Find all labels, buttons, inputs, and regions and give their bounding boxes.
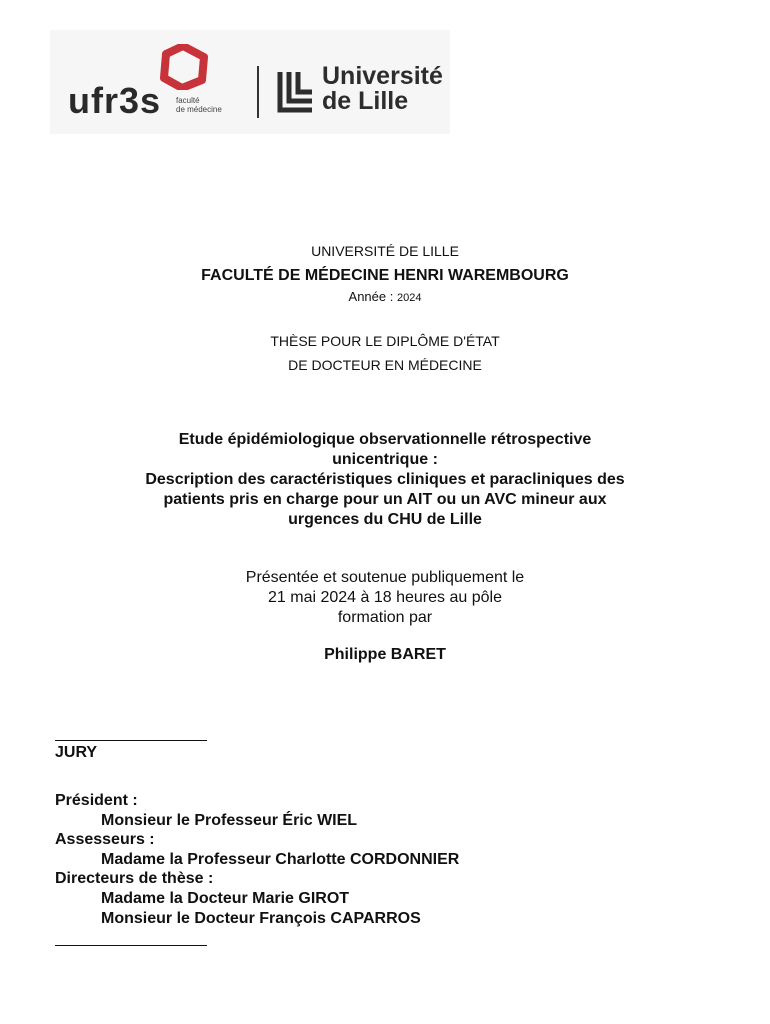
ufr3s-wordmark: ufr3s: [68, 80, 162, 121]
thesis-title-line: urgences du CHU de Lille: [288, 511, 482, 528]
universite-lille-mark-icon: [276, 70, 316, 114]
thesis-title-line: patients pris en charge pour un AIT ou un AVC mineur aux: [163, 491, 607, 508]
thesis-title-line: unicentrique :: [332, 451, 438, 468]
academic-year: [0, 289, 770, 304]
presentation-line: Présentée et soutenue publiquement le: [245, 569, 525, 586]
ufr3s-logo: [68, 44, 238, 124]
presentation-line: formation par: [337, 609, 433, 626]
president-label: Président :: [55, 792, 138, 809]
year-value: 2024: [396, 292, 422, 304]
jury-list: [55, 791, 459, 928]
year-label: Année :: [348, 289, 397, 304]
assessor-name: Madame la Professeur Charlotte CORDONNIER: [101, 850, 460, 868]
thesis-title-line: Etude épidémiologique observationnelle rétrospective: [178, 431, 592, 448]
ufr3s-subtitle: [176, 96, 222, 114]
ufr3s-subtitle-line2: de médecine: [176, 105, 222, 114]
presentation-statement: [0, 568, 770, 628]
ufr3s-subtitle-line1: faculté: [176, 96, 200, 105]
directors-label: Directeurs de thèse :: [55, 870, 214, 888]
jury-bottom-rule: [55, 945, 207, 946]
presentation-line: 21 mai 2024 à 18 heures au pôle: [268, 589, 502, 606]
thesis-type-line1: THÈSE POUR LE DIPLÔME D'ÉTAT: [270, 333, 500, 349]
thesis-type-line2: DE DOCTEUR EN MÉDECINE: [288, 357, 482, 373]
thesis-title: [95, 430, 675, 530]
lille-logo-line1: Université: [322, 62, 443, 90]
lille-logo-line2: de Lille: [322, 87, 409, 115]
jury-heading: JURY: [55, 744, 98, 761]
thesis-title-line: Description des caractéristiques cliniques et paracliniques des: [145, 471, 625, 488]
jury-top-rule: [55, 740, 207, 741]
university-name: UNIVERSITÉ DE LILLE: [311, 243, 459, 259]
universite-lille-logo-text: [322, 64, 443, 114]
logo-divider: [257, 66, 259, 118]
president-name: Monsieur le Professeur Éric WIEL: [101, 811, 358, 829]
author-name: Philippe BARET: [324, 646, 446, 663]
faculty-name: FACULTÉ DE MÉDECINE HENRI WAREMBOURG: [201, 267, 569, 284]
assessors-label: Assesseurs :: [55, 831, 155, 849]
director-name-1: Madame la Docteur Marie GIROT: [101, 889, 350, 907]
director-name-2: Monsieur le Docteur François CAPARROS: [101, 909, 421, 927]
hexagon-icon: [156, 44, 210, 90]
